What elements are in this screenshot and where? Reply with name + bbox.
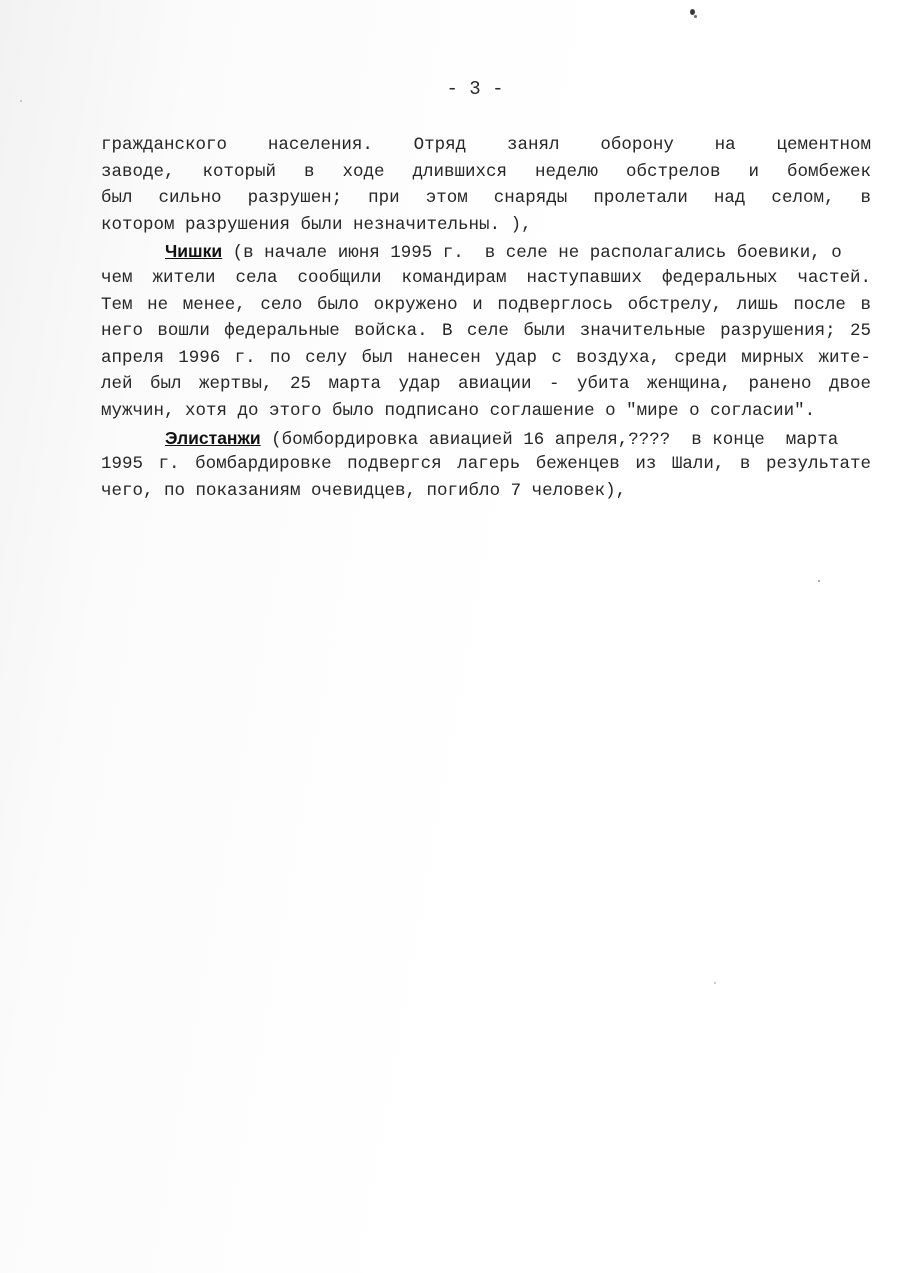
text-line: заводе, который в ходе длившихся неделю обстрелов и бомбежек: [101, 161, 871, 182]
page-number: - 3 -: [446, 78, 504, 100]
text-line: [101, 238, 871, 265]
place-name-elistanzhi: Элистанжи: [165, 427, 261, 448]
text-line: 1995 г. бомбардировке подвергся лагерь беженцев из Шали, в результате: [101, 454, 871, 475]
text-line: него вошли федеральные войска. В селе были значительные разрушения; 25: [101, 321, 871, 342]
scan-speck: [20, 100, 22, 102]
text-line: гражданского населения. Отряд занял оборону на цементном: [101, 135, 871, 155]
text-fragment: (бомбордировка авиацией 16 апреля,???? в конце марта: [260, 429, 839, 450]
text-line: чем жители села сообщили командирам наступавших федеральных частей.: [101, 267, 871, 288]
place-name-chishki: Чишки: [165, 241, 223, 262]
text-line: чего, по показаниям очевидцев, погибло 7 человек),: [101, 480, 627, 501]
text-line: мужчин, хотя до этого было подписано соглашение о "мире о согласии".: [101, 400, 816, 421]
document-body: [101, 132, 871, 504]
paragraph-chishki: [101, 238, 871, 424]
scan-speck: [694, 15, 697, 18]
scan-speck: [714, 982, 716, 984]
paragraph-elistanzhi: [101, 425, 871, 505]
text-line: лей был жертвы, 25 марта удар авиации - убита женщина, ранено двое: [101, 374, 871, 395]
scan-speck: [818, 580, 820, 582]
text-fragment: (в начале июня 1995 г. в селе не располагались боевики, о: [222, 243, 842, 264]
text-line: Тем не менее, село было окружено и подверглось обстрелу, лишь после в: [101, 294, 871, 315]
text-line: котором разрушения были незначительны. ),: [101, 214, 532, 235]
paragraph-1: [101, 132, 871, 238]
text-line: был сильно разрушен; при этом снаряды пролетали над селом, в: [101, 188, 871, 209]
text-line: [101, 425, 871, 452]
text-line: апреля 1996 г. по селу был нанесен удар с воздуха, среди мирных жите-: [101, 347, 871, 368]
